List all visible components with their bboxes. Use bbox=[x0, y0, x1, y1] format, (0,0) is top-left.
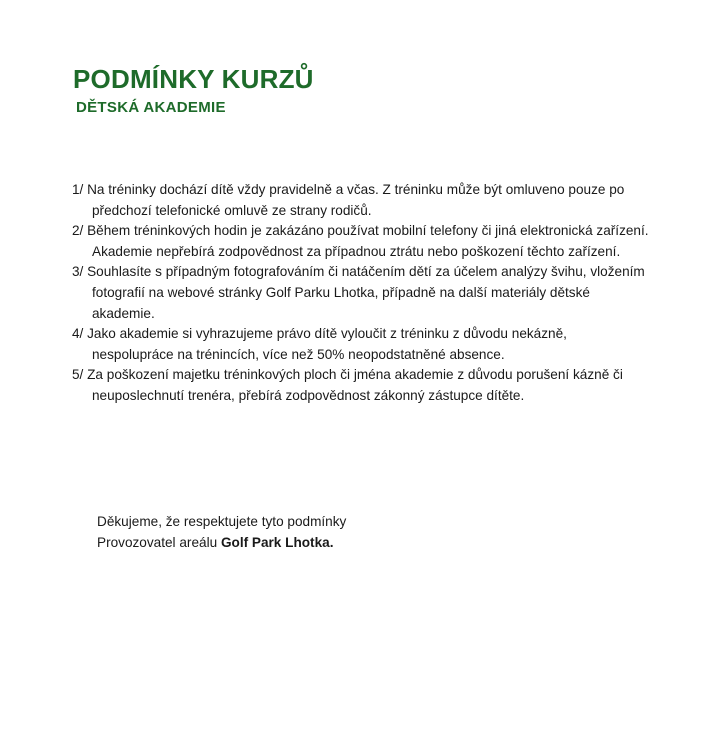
operator-name: Golf Park Lhotka. bbox=[220, 534, 334, 550]
operator-line bbox=[97, 533, 346, 554]
rules-list bbox=[72, 180, 652, 407]
thanks-text: Děkujeme, že respektujete tyto podmínky bbox=[97, 514, 347, 529]
page-subtitle: DĚTSKÁ AKADEMIE bbox=[76, 99, 226, 116]
rule-item-3: 3/ Souhlasíte s případným fotografováním či natáčením dětí za účelem analýzy švihu, vložením fotografií na webové stránky Golf Parku Lhotka, případně na další materiály dětské akademie. bbox=[72, 264, 645, 321]
page-title: PODMÍNKY KURZŮ bbox=[73, 64, 314, 94]
rule-item-2: 2/ Během tréninkových hodin je zakázáno používat mobilní telefony či jiná elektronická zařízení. Akademie nepřebírá zodpovědnost za případnou ztrátu nebo poškození těchto zařízení. bbox=[72, 223, 649, 259]
rule-item-4: 4/ Jako akademie si vyhrazujeme právo dítě vyloučit z tréninku z důvodu nekázně, nespolupráce na trénincích, více než 50% neopodstatněné absence. bbox=[72, 326, 567, 362]
rule-item-5: 5/ Za poškození majetku tréninkových ploch či jména akademie z důvodu porušení kázně či neuposlechnutí trenéra, přebírá zodpovědnost zákonný zástupce dítěte. bbox=[72, 367, 623, 403]
rule-item-1: 1/ Na tréninky dochází dítě vždy pravidelně a včas. Z tréninku může být omluveno pouze po předchozí telefonické omluvě ze strany rodičů. bbox=[72, 182, 625, 218]
closing-note bbox=[97, 512, 346, 553]
operator-prefix: Provozovatel areálu bbox=[97, 534, 221, 550]
